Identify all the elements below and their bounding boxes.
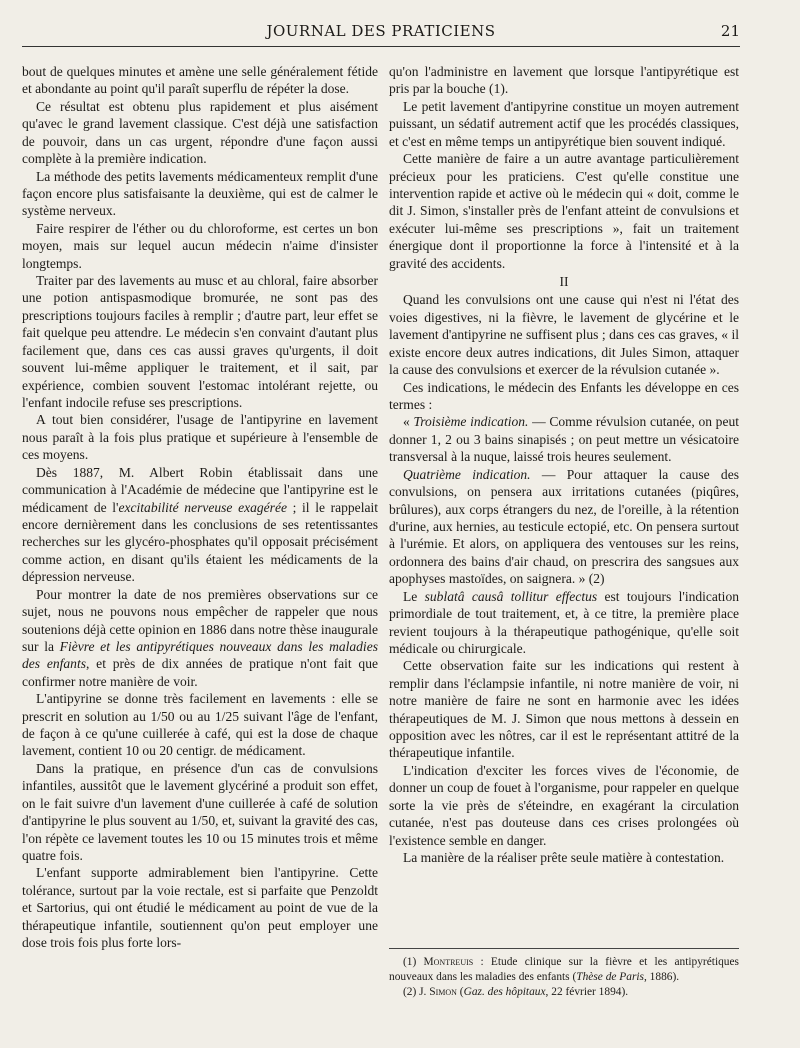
paragraph-text: Dès 1887, M. Albert Robin établissait dans une communication à l'Académie de médecine que l'antipyrine est le médicament de l' bbox=[22, 464, 378, 515]
footnote-text: ( bbox=[456, 986, 464, 998]
page-number: 21 bbox=[720, 22, 740, 40]
paragraph: qu'on l'administre en lavement que lorsque l'antipyrétique est pris par la bouche (1). bbox=[389, 64, 739, 97]
paragraph: L'enfant supporte admirablement bien l'antipyrine. Cette tolérance, surtout par la voie rectale, est si parfaite que Penzoldt et Sartorius, qui ont étudié le médicament au point de vue de la thérapeutique infantile, soutiennent qu'on peut employer une dose trois fois plus forte lors- bbox=[22, 865, 378, 951]
right-column bbox=[389, 63, 739, 866]
paragraph: Traiter par des lavements au musc et au chloral, faire absorber une potion antispasmodique bromurée, ne sont pas des prescriptions toujours faciles à remplir ; d'autre part, leur effet se fait quelque peu attendre. Le médecin s'en convaint d'autant plus facilement que, dans ces cas aussi graves qu'urgents, il doit souvent lui-même appliquer le traitement, et il sait, par expérience, combien souvent l'estomac intolérant rejette, ou l'enfant indocile refuse ses prescriptions. bbox=[22, 273, 378, 411]
header-rule bbox=[22, 46, 740, 47]
emphasis-text: Quatrième indication. bbox=[403, 466, 531, 482]
footnote bbox=[389, 955, 739, 985]
section-heading: II bbox=[559, 274, 569, 290]
paragraph bbox=[22, 586, 378, 691]
footnote-text: : Etude clinique sur la fièvre et les antipyrétiques nouveaux dans les maladies des enfants ( bbox=[389, 956, 739, 983]
running-header bbox=[22, 18, 740, 44]
footnote-number: (1) bbox=[403, 956, 424, 968]
paragraph: L'indication d'exciter les forces vives de l'économie, de donner un coup de fouet à l'organisme, pour rappeler en quelque sorte la vie près de s'éteindre, en exagérant la circulation cutanée, n'est pas douteuse dans ces crises prolongées où l'existence semble en danger. bbox=[389, 762, 739, 848]
footnote-emphasis: Thèse de Paris bbox=[576, 971, 644, 983]
quote-paragraph bbox=[389, 466, 739, 588]
footnote-number: (2) J. bbox=[403, 986, 430, 998]
journal-title: JOURNAL DES PRATICIENS bbox=[266, 22, 496, 40]
paragraph: Quand les convulsions ont une cause qui n'est ni l'état des voies digestives, ni la fièvre, le lavement de glycérine et le lavement d'antipyrine ne suffisent plus ; dans ces cas graves, « il existe encore deux autres indications, dit Jules Simon, attaquer la cause des convulsions et exercer de la révulsion cutanée ». bbox=[389, 292, 739, 378]
paragraph-text: « bbox=[403, 414, 414, 430]
paragraph-text: Le bbox=[403, 588, 425, 604]
latin-phrase: sublatâ causâ tollitur effectus bbox=[424, 588, 598, 604]
paragraph: L'antipyrine se donne très facilement en lavements : elle se prescrit en solution au 1/50 ou au 1/25 suivant l'âge de l'enfant, de façon à ce qu'une cuillerée à café, qui est la dose de chaque lavement, contient 10 ou 20 centigr. de médicament. bbox=[22, 691, 378, 759]
footnote-text: , 22 février 1894). bbox=[545, 986, 629, 998]
quote-paragraph bbox=[389, 413, 739, 465]
paragraph-text: est toujours l'indication primordiale de tout traitement, et, à ce titre, la première place revient toujours à la thérapeutique pathogénique, qu'elle soit médicale ou chirurgicale. bbox=[389, 588, 739, 656]
paragraph: Cette manière de faire a un autre avantage particulièrement précieux pour les praticiens. C'est qu'elle constitue une intervention rapide et active où le médecin qui « doit, comme le dit J. Simon, s'installer près de l'enfant atteint de convulsions et exécuter lui-même ses prescriptions », fait un traitement énergique dont il proportionne la force à l'intensité et à la gravité des accidents. bbox=[389, 151, 739, 271]
paragraph: Dans la pratique, en présence d'un cas de convulsions infantiles, aussitôt que le lavement glycériné a produit son effet, on le fait suivre d'un lavement d'une cuillerée à café de solution d'antipyrine le plus souvent au 1/50, et, suivant la gravité des cas, l'on répète ce lavement toutes les 10 ou 15 minutes trois et même quatre fois. bbox=[22, 760, 378, 863]
paragraph bbox=[22, 464, 378, 586]
paragraph bbox=[389, 588, 739, 658]
paragraph-text: — Comme révulsion cutanée, on peut donner 1, 2 ou 3 bains sinapisés ; on peut mettre un vésicatoire transversal à la nuque, laissé trois heures seulement. bbox=[389, 414, 739, 465]
paragraph: bout de quelques minutes et amène une selle généralement fétide et abondante au point qu'il paraît superflu de répéter la dose. bbox=[22, 64, 378, 97]
footnote-rule bbox=[389, 948, 739, 949]
thesis-title: Fièvre et les antipyrétiques nouveaux dans les maladies des enfants bbox=[22, 638, 378, 672]
emphasis-text: Troisième indication. bbox=[413, 414, 529, 430]
paragraph-text: — Pour attaquer la cause des convulsions, on pensera aux irritations cutanées (piqûres, brûlures), aux corps étrangers du nez, de l'oreille, à la rétention d'urine, aux hernies, au testicule ectopié, etc. On pensera surtout à l'urémie. Et alors, on appliquera des ventouses sur les reins, ordonnera des bains d'air chaud, on prescrira des sangsues aux apophyses mastoïdes, on saignera. » (2) bbox=[389, 466, 739, 587]
paragraph-text: Pour montrer la date de nos premières observations sur ce sujet, nous ne pouvons nous empêcher de rappeler que nous soutenions déjà cette opinion en 1886 dans notre thèse inaugurale sur la bbox=[22, 586, 378, 654]
paragraph: La manière de la réaliser prête seule matière à contestation. bbox=[403, 849, 725, 865]
paragraph: La méthode des petits lavements médicamenteux remplit d'une façon encore plus satisfaisante la deuxième, qui est de calmer le système nerveux. bbox=[22, 168, 378, 219]
paragraph: Ce résultat est obtenu plus rapidement et plus aisément qu'avec le grand lavement classique. C'est déjà une satisfaction de pouvoir, dans un cas urgent, répondre d'une façon aussi complète à la première indication. bbox=[22, 98, 378, 167]
paragraph: A tout bien considérer, l'usage de l'antipyrine en lavement nous paraît à la fois plus pratique et supérieure à l'ensemble de ces moyens. bbox=[22, 412, 378, 463]
footnote-text: , 1886). bbox=[643, 971, 680, 983]
footnote-emphasis: Gaz. des hôpitaux bbox=[463, 986, 546, 998]
emphasis-text: excitabilité nerveuse exagérée bbox=[118, 499, 287, 515]
footnotes bbox=[389, 955, 739, 1000]
paragraph: Ces indications, le médecin des Enfants les développe en ces termes : bbox=[389, 379, 739, 413]
paragraph-text: ; il le rappelait encore dernièrement dans les conclusions de ses retentissantes recherches sur les glycéro-phosphates qu'il opposait précisément comme action, en disant qu'ils étaient les médicaments de la dépression nerveuse. bbox=[22, 499, 379, 585]
footnote-author: Montreuis bbox=[423, 956, 474, 968]
footnote-author: Simon bbox=[429, 986, 457, 998]
paragraph-text: , et près de dix années de pratique n'ont fait que confirmer notre manière de voir. bbox=[22, 656, 378, 689]
footnote bbox=[389, 985, 739, 1000]
paragraph: Cette observation faite sur les indications qui restent à remplir dans l'éclampsie infantile, ni notre manière de voir, ni notre manière de faire ne sont en harmonie avec les idées thérapeutiques de M. J. Simon que nous mettons à dessein en opposition avec les nôtres, car il est le représentant attitré de la thérapeutique infantile. bbox=[389, 658, 739, 761]
paragraph: Faire respirer de l'éther ou du chloroforme, est certes un bon moyen, mais sur lequel aucun médecin n'aime d'insister longtemps. bbox=[22, 220, 378, 271]
paragraph: Le petit lavement d'antipyrine constitue un moyen autrement puissant, un sédatif autrement actif que les procédés classiques, et c'est en même temps un antipyrétique bien souvent indiqué. bbox=[389, 98, 739, 149]
left-column bbox=[22, 63, 378, 952]
